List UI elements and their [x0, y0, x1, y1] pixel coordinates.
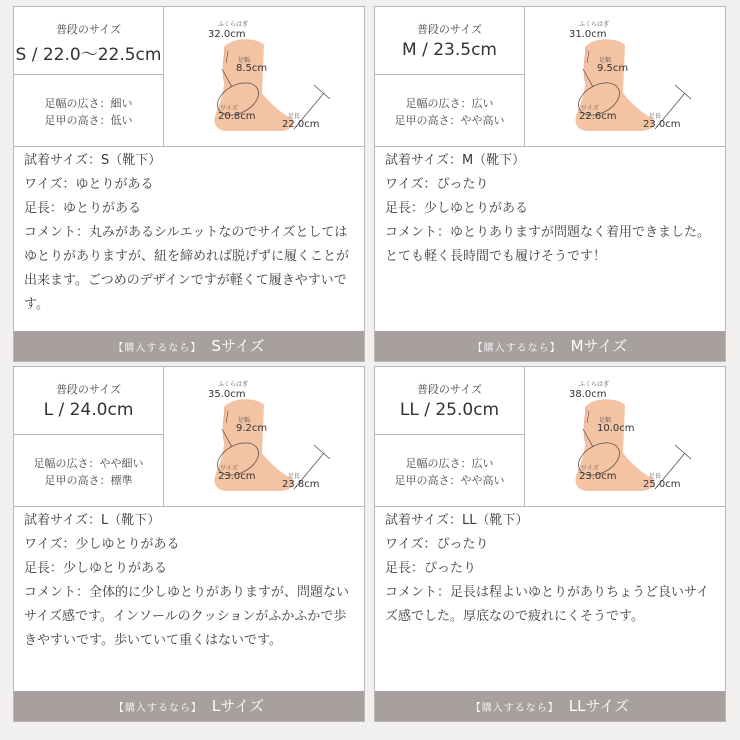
wise-fit: ワイズ：ぴったり	[385, 537, 489, 552]
ankle-value: 8.5cm	[236, 63, 268, 74]
trial-description	[385, 149, 719, 269]
foot-diagram-icon	[164, 367, 364, 507]
foot-shape-info	[375, 95, 524, 129]
foot-shape-info	[14, 95, 163, 129]
wise-label: ワイズ	[220, 105, 238, 112]
normal-size-value: L / 24.0cm	[43, 400, 134, 420]
size-info-box	[375, 7, 525, 147]
foot-width-line: 足幅の広さ：やや細い	[33, 457, 144, 470]
buy-size: Sサイズ	[211, 337, 265, 355]
instep-height-line: 足甲の高さ：低い	[44, 114, 133, 127]
normal-size-box	[14, 7, 163, 75]
calf-value: 38.0cm	[569, 389, 607, 400]
calf-label: ふくらはぎ	[579, 21, 610, 28]
trial-size: 試着サイズ：M（靴下）	[385, 153, 526, 168]
length-fit: 足長：少しゆとりがある	[24, 561, 168, 576]
normal-size-box	[375, 367, 524, 435]
foot-diagram-icon	[525, 367, 725, 507]
buy-recommendation-bar[interactable]	[375, 331, 725, 361]
size-card-s	[13, 6, 365, 362]
length-value: 25.0cm	[643, 479, 681, 490]
calf-value: 35.0cm	[208, 389, 246, 400]
trial-description	[24, 509, 358, 653]
normal-size-label: 普段のサイズ	[55, 383, 122, 396]
calf-label: ふくらはぎ	[218, 21, 249, 28]
ankle-label: 足幅	[599, 417, 612, 424]
calf-label: ふくらはぎ	[218, 381, 249, 388]
foot-diagram	[164, 7, 364, 147]
wise-label: ワイズ	[581, 105, 599, 112]
normal-size-label: 普段のサイズ	[55, 23, 122, 36]
wise-label: ワイズ	[220, 465, 238, 472]
buy-prefix: 【購入するなら】	[472, 343, 561, 354]
length-fit: 足長：ぴったり	[385, 561, 477, 576]
foot-diagram	[525, 7, 725, 147]
normal-size-value: LL / 25.0cm	[399, 400, 500, 420]
ankle-label: 足幅	[238, 57, 251, 64]
normal-size-label: 普段のサイズ	[416, 23, 483, 36]
comment: コメント：丸みがあるシルエットなのでサイズとしてはゆとりがありますが、紐を締めれば脱げずに履くことが出来ます。ごつめのデザインですが軽くて履きやすいです。	[24, 225, 350, 312]
length-label: 足長	[649, 473, 662, 480]
ankle-label: 足幅	[599, 57, 612, 64]
size-card-m	[374, 6, 726, 362]
comment: コメント：全体的に少しゆとりがありますが、問題ないサイズ感です。インソールのクッションがふかふかで歩きやすいです。歩いていて重くはないです。	[24, 585, 350, 648]
trial-size: 試着サイズ：S（靴下）	[24, 153, 162, 168]
normal-size-value: S / 22.0～22.5cm	[15, 45, 162, 65]
ankle-value: 9.2cm	[236, 423, 268, 434]
trial-size: 試着サイズ：LL（靴下）	[385, 513, 529, 528]
foot-width-line: 足幅の広さ：広い	[405, 457, 494, 470]
length-label: 足長	[288, 473, 301, 480]
ankle-value: 9.5cm	[597, 63, 629, 74]
foot-diagram	[525, 367, 725, 507]
length-value: 23.8cm	[282, 479, 320, 490]
calf-value: 32.0cm	[208, 29, 246, 40]
wise-label: ワイズ	[581, 465, 599, 472]
wise-value: 23.0cm	[218, 471, 256, 482]
buy-recommendation-bar[interactable]	[14, 331, 364, 361]
buy-size: Mサイズ	[570, 337, 628, 355]
buy-prefix: 【購入するなら】	[113, 703, 202, 714]
buy-prefix: 【購入するなら】	[113, 343, 202, 354]
instep-height-line: 足甲の高さ：やや高い	[394, 474, 505, 487]
wise-fit: ワイズ：ゆとりがある	[24, 177, 154, 192]
length-label: 足長	[649, 113, 662, 120]
size-card-l	[13, 366, 365, 722]
size-info-box	[14, 367, 164, 507]
size-info-box	[375, 367, 525, 507]
instep-height-line: 足甲の高さ：やや高い	[394, 114, 505, 127]
buy-recommendation-bar[interactable]	[375, 691, 725, 721]
length-fit: 足長：少しゆとりがある	[385, 201, 529, 216]
buy-prefix: 【購入するなら】	[470, 703, 559, 714]
wise-value: 22.6cm	[579, 111, 617, 122]
trial-description	[385, 509, 719, 629]
foot-diagram-icon	[164, 7, 364, 147]
wise-value: 20.8cm	[218, 111, 256, 122]
comment: コメント：ゆとりありますが問題なく着用できました。とても軽く長時間でも履けそうです！	[385, 225, 711, 264]
length-value: 22.0cm	[282, 119, 320, 130]
buy-size: Lサイズ	[211, 697, 265, 715]
buy-recommendation-bar[interactable]	[14, 691, 364, 721]
length-label: 足長	[288, 113, 301, 120]
calf-value: 31.0cm	[569, 29, 607, 40]
normal-size-value: M / 23.5cm	[402, 40, 497, 60]
wise-fit: ワイズ：少しゆとりがある	[24, 537, 180, 552]
foot-width-line: 足幅の広さ：広い	[405, 97, 494, 110]
normal-size-box	[14, 367, 163, 435]
trial-size: 試着サイズ：L（靴下）	[24, 513, 161, 528]
foot-shape-info	[375, 455, 524, 489]
size-card-ll	[374, 366, 726, 722]
wise-fit: ワイズ：ぴったり	[385, 177, 489, 192]
buy-size: LLサイズ	[568, 697, 630, 715]
ankle-label: 足幅	[238, 417, 251, 424]
wise-value: 23.0cm	[579, 471, 617, 482]
instep-height-line: 足甲の高さ：標準	[44, 474, 133, 487]
normal-size-label: 普段のサイズ	[416, 383, 483, 396]
calf-label: ふくらはぎ	[579, 381, 610, 388]
normal-size-box	[375, 7, 524, 75]
comment: コメント：足長は程よいゆとりがありちょうど良いサイズ感でした。厚底なので疲れにくそうです。	[385, 585, 710, 624]
trial-description	[24, 149, 358, 317]
length-value: 23.0cm	[643, 119, 681, 130]
length-fit: 足長：ゆとりがある	[24, 201, 142, 216]
foot-shape-info	[14, 455, 163, 489]
ankle-value: 10.0cm	[597, 423, 635, 434]
foot-width-line: 足幅の広さ：細い	[44, 97, 133, 110]
size-info-box	[14, 7, 164, 147]
foot-diagram	[164, 367, 364, 507]
foot-diagram-icon	[525, 7, 725, 147]
